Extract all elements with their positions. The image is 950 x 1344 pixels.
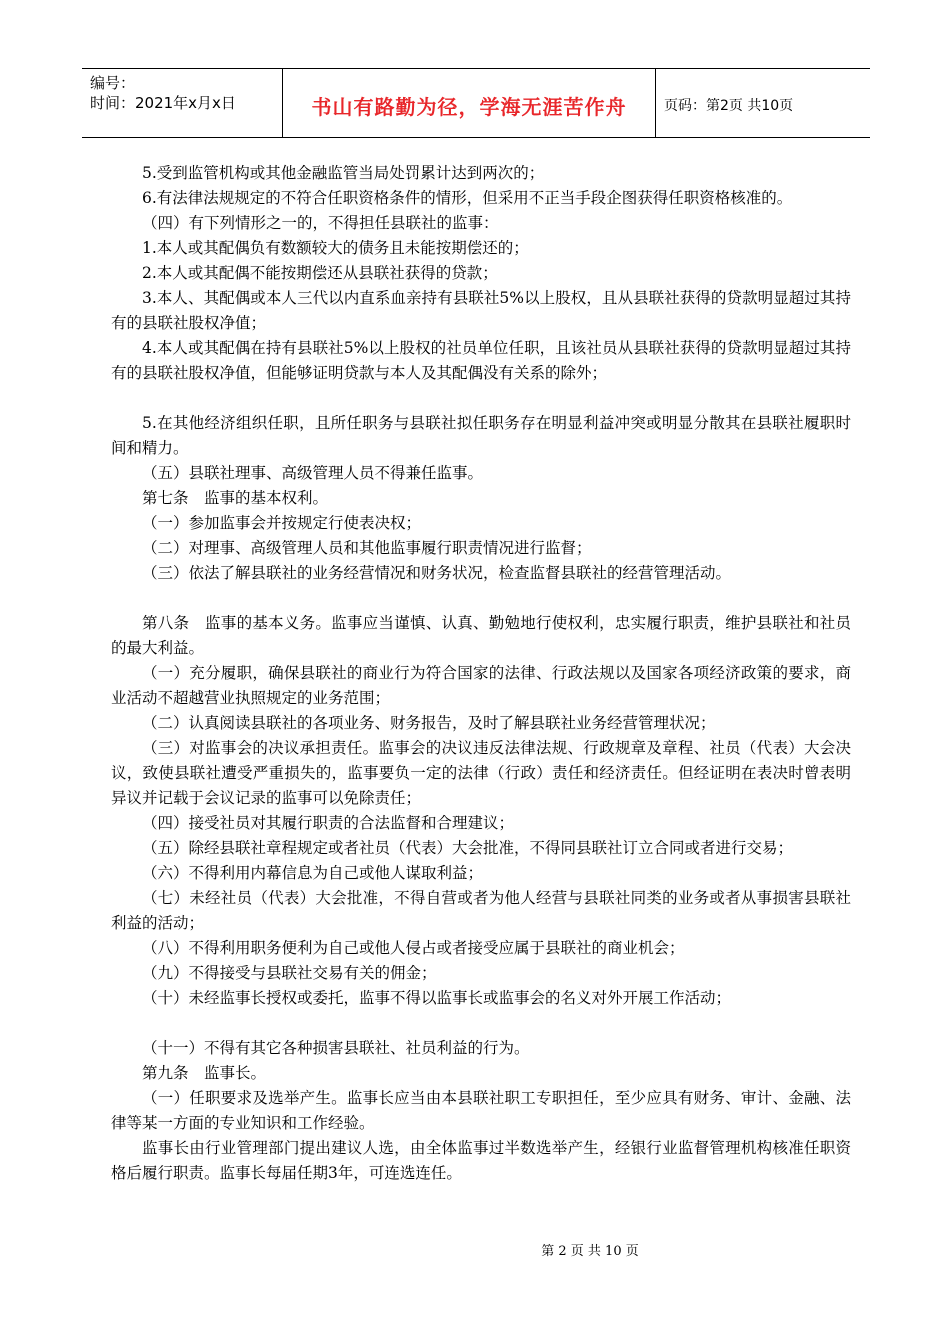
page-header [82, 68, 870, 138]
header-page-number: 页码：第2页 共10页 [664, 98, 794, 114]
paragraph-spacer [111, 586, 851, 611]
document-date-label: 时间：2021年x月x日 [90, 94, 236, 112]
body-paragraph: 第九条 监事长。 [142, 1064, 267, 1082]
document-body [111, 161, 851, 1186]
body-paragraph: 5.受到监管机构或其他金融监管当局处罚累计达到两次的； [142, 164, 545, 182]
body-paragraph: （十）未经监事长授权或委托，监事不得以监事长或监事会的名义对外开展工作活动； [142, 989, 732, 1007]
body-paragraph: 6.有法律法规规定的不符合任职资格条件的情形，但采用不正当手段企图获得任职资格核准的。 [142, 189, 793, 207]
document-number-label: 编号： [90, 74, 136, 92]
body-paragraph: （七）未经社员（代表）大会批准，不得自营或者为他人经营与县联社同类的业务或者从事损害县联社利益的活动； [111, 889, 851, 932]
body-paragraph: （五）除经县联社章程规定或者社员（代表）大会批准，不得同县联社订立合同或者进行交易； [142, 839, 794, 857]
body-paragraph: （四）有下列情形之一的，不得担任县联社的监事： [142, 214, 499, 232]
body-paragraph: 5.在其他经济组织任职，且所任职务与县联社拟任职务存在明显利益冲突或明显分散其在县联社履职时间和精力。 [111, 414, 851, 457]
body-paragraph: （十一）不得有其它各种损害县联社、社员利益的行为。 [142, 1039, 530, 1057]
body-paragraph: （一）充分履职，确保县联社的商业行为符合国家的法律、行政法规以及国家各项经济政策的要求，商业活动不超越营业执照规定的业务范围； [111, 664, 851, 707]
footer-page-number: 第 2 页 共 10 页 [541, 1244, 639, 1259]
body-paragraph: 4.本人或其配偶在持有县联社5%以上股权的社员单位任职，且该社员从县联社获得的贷款明显超过其持有的县联社股权净值，但能够证明贷款与本人及其配偶没有关系的除外； [111, 339, 851, 382]
body-paragraph: 3.本人、其配偶或本人三代以内直系血亲持有县联社5%以上股权，且从县联社获得的贷款明显超过其持有的县联社股权净值； [111, 289, 851, 332]
header-meta [82, 69, 282, 137]
body-paragraph: 第八条 监事的基本义务。监事应当谨慎、认真、勤勉地行使权利，忠实履行职责，维护县联社和社员的最大利益。 [111, 614, 851, 657]
body-paragraph: （四）接受社员对其履行职责的合法监督和合理建议； [142, 814, 515, 832]
body-paragraph: 监事长由行业管理部门提出建议人选，由全体监事过半数选举产生，经银行业监督管理机构核准任职资格后履行职责。监事长每届任期3年，可连选连任。 [111, 1139, 851, 1182]
page-footer [0, 1240, 950, 1259]
body-paragraph: （三）对监事会的决议承担责任。监事会的决议违反法律法规、行政规章及章程、社员（代表）大会决议，致使县联社遭受严重损失的，监事要负一定的法律（行政）责任和经济责任。但经证明在表决时曾表明异议并记载于会议记录的监事可以免除责任； [111, 739, 851, 807]
body-paragraph: 第七条 监事的基本权利。 [142, 489, 329, 507]
body-paragraph: （二）对理事、高级管理人员和其他监事履行职责情况进行监督； [142, 539, 592, 557]
body-paragraph: （一）任职要求及选举产生。监事长应当由本县联社职工专职担任，至少应具有财务、审计、金融、法律等某一方面的专业知识和工作经验。 [111, 1089, 851, 1132]
body-paragraph: （六）不得利用内幕信息为自己或他人谋取利益； [142, 864, 484, 882]
body-paragraph: 1.本人或其配偶负有数额较大的债务且未能按期偿还的； [142, 239, 529, 257]
header-motto-cell [282, 69, 656, 137]
body-paragraph: （二）认真阅读县联社的各项业务、财务报告，及时了解县联社业务经营管理状况； [142, 714, 716, 732]
body-paragraph: （九）不得接受与县联社交易有关的佣金； [142, 964, 437, 982]
header-motto: 书山有路勤为径，学海无涯苦作舟 [311, 94, 627, 119]
paragraph-spacer [111, 1011, 851, 1036]
body-paragraph: 2.本人或其配偶不能按期偿还从县联社获得的贷款； [142, 264, 498, 282]
body-paragraph: （八）不得利用职务便利为自己或他人侵占或者接受应属于县联社的商业机会； [142, 939, 685, 957]
body-paragraph: （一）参加监事会并按规定行使表决权； [142, 514, 422, 532]
paragraph-spacer [111, 386, 851, 411]
body-paragraph: （三）依法了解县联社的业务经营情况和财务状况，检查监督县联社的经营管理活动。 [142, 564, 732, 582]
header-page-cell [656, 69, 870, 137]
body-paragraph: （五）县联社理事、高级管理人员不得兼任监事。 [142, 464, 484, 482]
